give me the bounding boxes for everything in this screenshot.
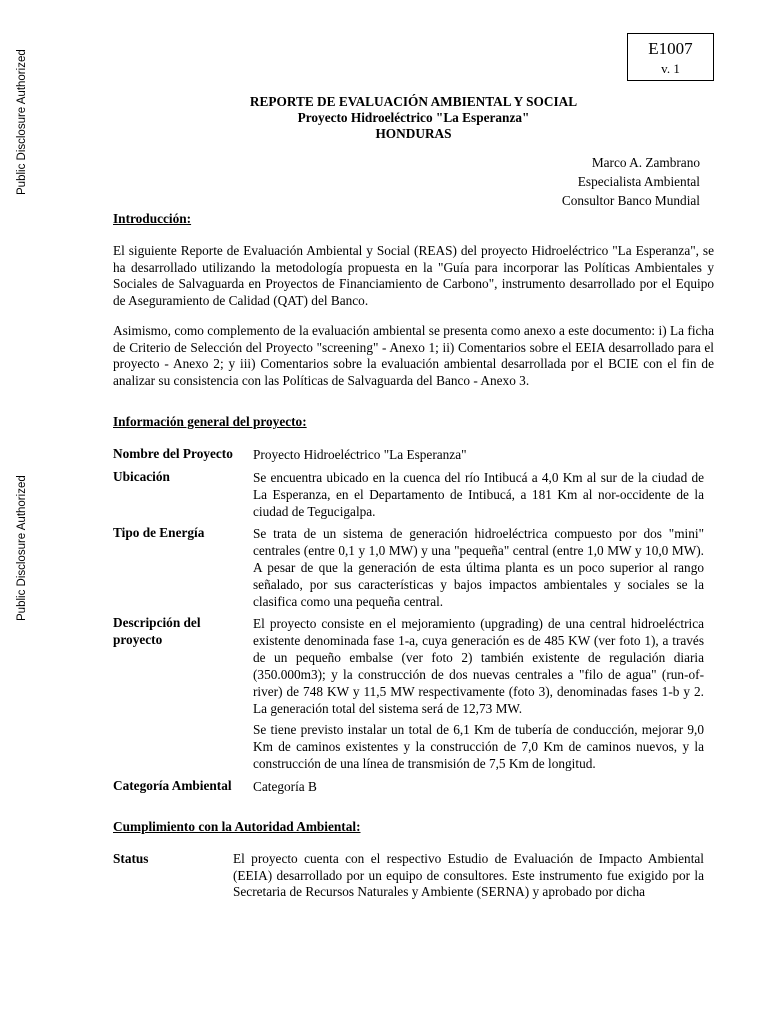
row-value-project-name: Proyecto Hidroeléctrico "La Esperanza" — [253, 447, 467, 462]
report-title: REPORTE DE EVALUACIÓN AMBIENTAL Y SOCIAL — [249, 94, 578, 109]
country-title: HONDURAS — [375, 126, 452, 141]
author-name: Marco A. Zambrano — [591, 155, 700, 170]
status-value: El proyecto cuenta con el respectivo Estudio de Evaluación de Impacto Ambiental (EEIA) desarrollado por un equipo de consultores. Este instrumento fue exigido por la Secretaria de Recursos Naturales y Ambiente (SERNA) y aprobado por dicha — [233, 851, 704, 899]
row-label-description: Descripción del proyecto — [113, 615, 201, 647]
row-label-location: Ubicación — [113, 469, 170, 484]
row-value-location: Se encuentra ubicado en la cuenca del río Intibucá a 4,0 Km al sur de la ciudad de La Esperanza, en el Departamento de Intibucá, a 181 Km al nor-occidente de la ciudad de Tegucigalpa. — [253, 470, 704, 519]
status-label: Status — [113, 851, 149, 866]
row-value-description: El proyecto consiste en el mejoramiento (upgrading) de una central hidroeléctrica existente denominada fase 1-a, cuya generación es de 485 KW (ver foto 1), a través de un pequeño embalse (ver foto 2) también existente de regulación diaria (350.000m3); y la construcción de dos nuevas centrales a "filo de agua" (run-of-river) de 748 KW y 11,5 MW respectivamente (foto 3), denominadas fases 1-b y 2. La generación total del sistema será de 12,73 MW. — [253, 616, 704, 716]
row-value-category: Categoría B — [253, 779, 317, 794]
author-role: Especialista Ambiental — [577, 174, 700, 189]
row-value-energy-type: Se trata de un sistema de generación hidroeléctrica compuesto por dos "mini" centrales (entre 0,1 y 1,0 MW) y una "pequeña" central (entre 1,0 MW y 10,0 MW). A pesar de que la generación de esta última planta es un poco superior al rango señalado, por sus características y bajos impactos ambientales y sociales se la clasifica como una pequeña central. — [253, 526, 704, 609]
compliance-heading: Cumplimiento con la Autoridad Ambiental: — [113, 819, 361, 834]
row-label-energy-type: Tipo de Energía — [113, 525, 205, 540]
author-org: Consultor Banco Mundial — [561, 193, 700, 208]
row-label-category: Categoría Ambiental — [113, 778, 232, 793]
disclosure-label-top: Public Disclosure Authorized — [16, 49, 28, 195]
general-info-heading: Información general del proyecto: — [113, 414, 307, 429]
intro-heading: Introducción: — [113, 211, 192, 226]
disclosure-label-bottom: Public Disclosure Authorized — [16, 475, 28, 621]
intro-paragraph-1: El siguiente Reporte de Evaluación Ambiental y Social (REAS) del proyecto Hidroeléctrico "La Esperanza", se ha desarrollado utilizando la metodología propuesta en la "Guía para incorporar las Políticas Ambientales y Sociales de Salvaguarda en Proyectos de Financiamiento de Carbono", instrumento desarrollado por el Equipo de Aseguramiento de Calidad (QAT) del Banco. — [113, 243, 714, 308]
document-code-box — [627, 33, 714, 81]
intro-paragraph-2: Asimismo, como complemento de la evaluación ambiental se presenta como anexo a este documento: i) La ficha de Criterio de Selección del Proyecto "screening" - Anexo 1; ii) Comentarios sobre el EEIA desarrollado para el proyecto - Anexo 2; y iii) Comentarios sobre la evaluación ambiental desarrollada por el BCIE con el fin de analizar su consistencia con las Políticas de Salvaguarda del Banco - Anexo 3. — [113, 323, 714, 388]
document-code: E1007 — [648, 39, 693, 58]
row-value-description-2: Se tiene previsto instalar un total de 6,1 Km de tubería de conducción, mejorar 9,0 Km de caminos existentes y la construcción de 7,0 Km de caminos nuevos, y la construcción de una línea de transmisión de 7,5 Km de longitud. — [253, 722, 704, 771]
project-title: Proyecto Hidroeléctrico "La Esperanza" — [297, 110, 530, 125]
document-version: v. 1 — [661, 61, 680, 76]
row-label-project-name: Nombre del Proyecto — [113, 446, 233, 461]
